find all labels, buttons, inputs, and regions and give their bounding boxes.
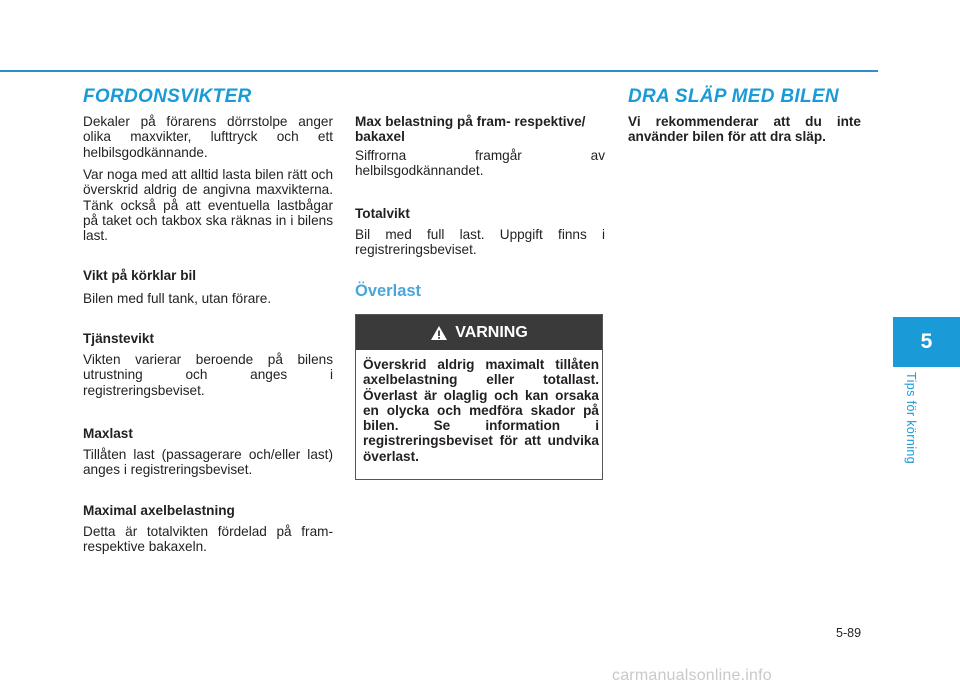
section-title-fordonsvikter: FORDONSVIKTER <box>83 86 252 107</box>
page-number: 5-89 <box>836 626 862 640</box>
text-max-belastning: Siffrorna framgår av helbilsgodkännandet. <box>355 148 605 179</box>
chapter-title: Tips för körning <box>904 372 918 465</box>
subheading-overlast: Överlast <box>355 282 422 300</box>
text-totalvikt: Bil med full last. Uppgift finns i registreringsbeviset. <box>355 227 605 258</box>
heading-totalvikt: Totalvikt <box>355 206 410 221</box>
heading-vikt-korklar: Vikt på körklar bil <box>83 268 197 283</box>
watermark: carmanualsonline.info <box>612 667 772 684</box>
heading-maxlast: Maxlast <box>83 426 133 441</box>
text-maximal-axelbelastning: Detta är totalvikten fördelad på fram- respektive bakaxeln. <box>83 524 333 555</box>
heading-maximal-axelbelastning: Maximal axelbelastning <box>83 503 235 518</box>
section-title-dra-slap: DRA SLÄP MED BILEN <box>628 86 839 107</box>
top-rule <box>0 70 878 72</box>
text-dra-slap: Vi rekommenderar att du inte använder bilen för att dra släp. <box>628 114 861 145</box>
heading-tjanstevikt: Tjänstevikt <box>83 331 155 346</box>
heading-max-belastning: Max belastning på fram- respektive/ bakaxel <box>355 114 586 145</box>
intro-paragraph-2: Var noga med att alltid lasta bilen rätt och överskrid aldrig de angivna maxvikterna. Tänk också på att eventuella lastbågar på taket och takbox ska räknas in i bilens last. <box>83 167 333 244</box>
warning-text: Överskrid aldrig maximalt tillåten axelbelastning eller totallast. Överlast är olaglig och kan orsaka en olycka och medföra skador på bilen. Se information i registreringsbeviset för att undvika överlast. <box>363 357 599 464</box>
warning-header <box>356 315 602 350</box>
intro-paragraph-1: Dekaler på förarens dörrstolpe anger olika maxvikter, lufttryck och ett helbilsgodkännande. <box>83 114 333 160</box>
warning-label: VARNING <box>455 323 528 341</box>
chapter-tab: 5 <box>893 317 960 367</box>
warning-triangle-icon <box>430 325 448 341</box>
text-maxlast: Tillåten last (passagerare och/eller last) anges i registreringsbeviset. <box>83 447 333 478</box>
text-vikt-korklar: Bilen med full tank, utan förare. <box>83 291 272 306</box>
text-tjanstevikt: Vikten varierar beroende på bilens utrustning och anges i registreringsbeviset. <box>83 352 333 398</box>
warning-box <box>355 314 603 480</box>
